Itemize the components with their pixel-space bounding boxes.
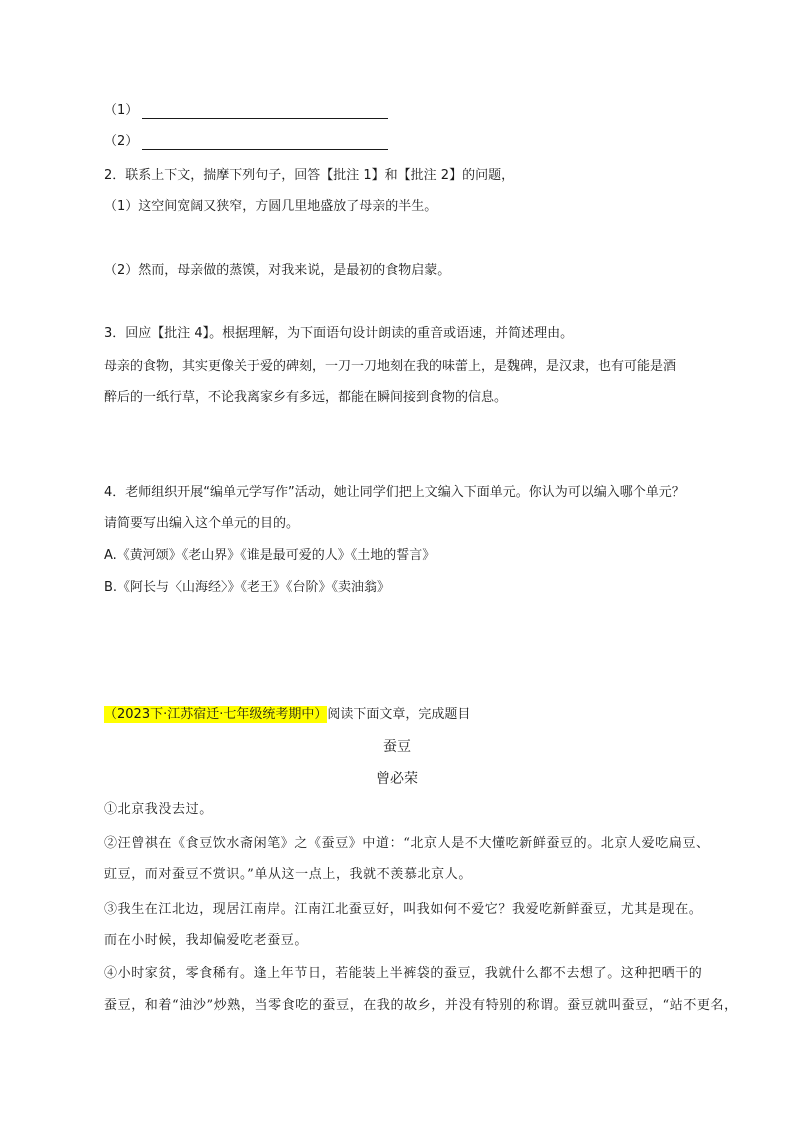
question-3-stem: 3．回应【批注 4】。根据理解，为下面语句设计朗读的重音或语速，并简述理由。 xyxy=(104,326,574,341)
question-3-passage-line-1: 母亲的食物，其实更像关于爱的碑刻，一刀一刀地刻在我的味蕾上，是魏碑，是汉隶，也有可能是酒 xyxy=(104,359,677,374)
answer-blank-2[interactable] xyxy=(104,134,388,150)
question-4-stem-line-1: 4．老师组织开展“编单元学写作”活动，她让同学们把上文编入下面单元。你认为可以编入哪个单元？ xyxy=(104,485,685,500)
question-4-option-a: A.《黄河颂》《老山界》《谁是最可爱的人》《土地的誓言》 xyxy=(104,548,436,563)
article-paragraph-line: ②汪曾祺在《食豆饮水斋闲笔》之《蚕豆》中道：“北京人是不大懂吃新鲜蚕豆的。北京人爱吃扁豆、 xyxy=(104,836,710,851)
question-3-passage-line-2: 醉后的一纸行草，不论我离家乡有多远，都能在瞬间接到食物的信息。 xyxy=(104,390,508,405)
question-2-sentence-2: （2）然而，母亲做的蒸馍，对我来说，是最初的食物启蒙。 xyxy=(104,263,451,278)
section-instruction: 阅读下面文章，完成题目 xyxy=(327,707,471,722)
article-paragraph-line: 蚕豆，和着“油沙”炒熟，当零食吃的蚕豆，在我的故乡，并没有特别的称谓。蚕豆就叫蚕豆，“站不更名， xyxy=(104,998,738,1013)
answer-blank-1[interactable] xyxy=(104,103,388,119)
question-4-option-b: B.《阿长与〈山海经〉》《老王》《台阶》《卖油翁》 xyxy=(104,580,391,595)
blank-line xyxy=(142,135,388,150)
article-paragraph-line: 豇豆，而对蚕豆不赏识。”单从这一点上，我就不羡慕北京人。 xyxy=(104,867,472,882)
article-title: 蚕豆 xyxy=(383,739,411,755)
article-paragraph-line: ③我生在江北边，现居江南岸。江南江北蚕豆好，叫我如何不爱它？我爱吃新鲜蚕豆，尤其是现在。 xyxy=(104,902,703,917)
article-paragraph-line: ④小时家贫，零食稀有。逢上年节日，若能装上半裤袋的蚕豆，我就什么都不去想了。这种把晒干的 xyxy=(104,966,703,981)
source-tag: （2023下·江苏宿迁·七年级统考期中） xyxy=(104,707,328,722)
blank-label: （2） xyxy=(104,134,139,149)
blank-line xyxy=(142,104,388,119)
article-paragraph-line: ①北京我没去过。 xyxy=(104,802,213,817)
article-paragraph-line: 而在小时候，我却偏爱吃老蚕豆。 xyxy=(104,933,309,948)
section-header xyxy=(104,707,470,723)
article-author: 曾必荣 xyxy=(376,771,418,787)
question-2-stem: 2．联系上下文，揣摩下列句子，回答【批注 1】和【批注 2】的问题， xyxy=(104,168,515,183)
blank-label: （1） xyxy=(104,103,139,118)
question-2-sentence-1: （1）这空间宽阔又狭窄，方圆几里地盛放了母亲的半生。 xyxy=(104,199,438,214)
question-4-stem-line-2: 请简要写出编入这个单元的目的。 xyxy=(104,516,300,531)
